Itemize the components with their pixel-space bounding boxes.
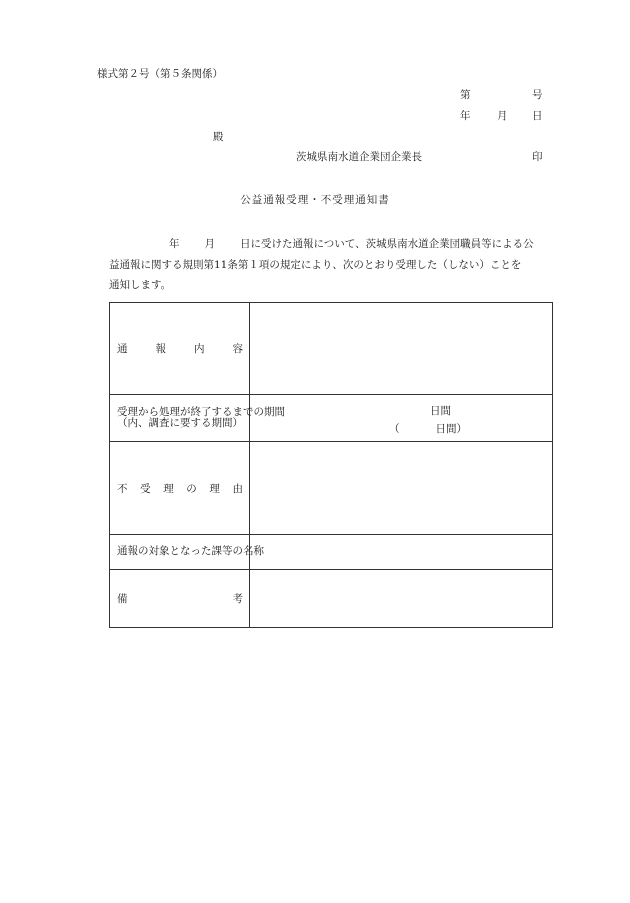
addressee-honorific: 殿: [213, 131, 224, 143]
label-char: 内: [194, 343, 205, 355]
issuer-name: 茨城県南水道企業団企業長: [296, 151, 422, 163]
label-char: 由: [232, 482, 243, 495]
label-char: 考: [232, 593, 243, 605]
date-day-label: 日: [532, 110, 543, 122]
label-processing-period: [110, 395, 285, 442]
investigation-days-label: [389, 421, 467, 436]
value-processing-period[interactable]: [250, 395, 553, 442]
period-days-label: 日間: [430, 405, 451, 417]
label-report-content: [110, 303, 250, 395]
paren-open: （: [389, 423, 400, 435]
label-rejection-reason: [110, 442, 250, 535]
document-title: 公益通報受理・不受理通知書: [240, 194, 390, 206]
body-line-3: 通知します。: [109, 279, 172, 291]
table-row-remarks: [110, 570, 553, 628]
label-char: の: [186, 482, 197, 495]
seal-mark: 印: [532, 151, 543, 163]
label-processing-period-text: 受理から処理が終了するまでの期間（内、調査に要する期間）: [117, 405, 285, 429]
label-char: 不: [117, 482, 128, 495]
document-number-prefix: 第: [460, 89, 471, 101]
body-month: 月: [204, 238, 215, 250]
label-char: 受: [140, 482, 151, 495]
body-line-1: [109, 234, 555, 255]
label-target-department: [110, 535, 264, 570]
date-month-label: 月: [497, 110, 508, 122]
table-row-rejection-reason: [110, 442, 553, 535]
notice-table: [109, 302, 553, 628]
label-char: 備: [117, 593, 128, 605]
date-year-label: 年: [460, 110, 471, 122]
body-line-1-text: 日に受けた通報について、茨城県南水道企業団職員等による公: [240, 238, 534, 250]
label-remarks: [110, 570, 250, 628]
value-report-content[interactable]: [250, 303, 553, 395]
label-char: 理: [163, 482, 174, 495]
notification-body: [109, 234, 555, 296]
label-char: 容: [232, 343, 243, 355]
value-remarks[interactable]: [250, 570, 553, 628]
table-row-report-content: [110, 303, 553, 395]
label-char: 報: [155, 343, 166, 355]
value-target-department[interactable]: [250, 535, 553, 570]
body-line-2: 益通報に関する規則第11条第１項の規定により、次のとおり受理した（しない）ことを: [109, 258, 522, 271]
label-char: 通: [117, 343, 128, 355]
label-target-department-text: 通報の対象となった課等の名称: [117, 545, 264, 558]
form-number-label: 様式第２号（第５条関係）: [97, 68, 223, 80]
table-row-processing-period: [110, 395, 553, 442]
investigation-days-text: 日間）: [435, 423, 467, 435]
body-year: 年: [169, 238, 180, 250]
value-rejection-reason[interactable]: [250, 442, 553, 535]
document-number-suffix: 号: [532, 89, 543, 101]
label-char: 理: [209, 482, 220, 495]
table-row-target-department: [110, 535, 553, 570]
